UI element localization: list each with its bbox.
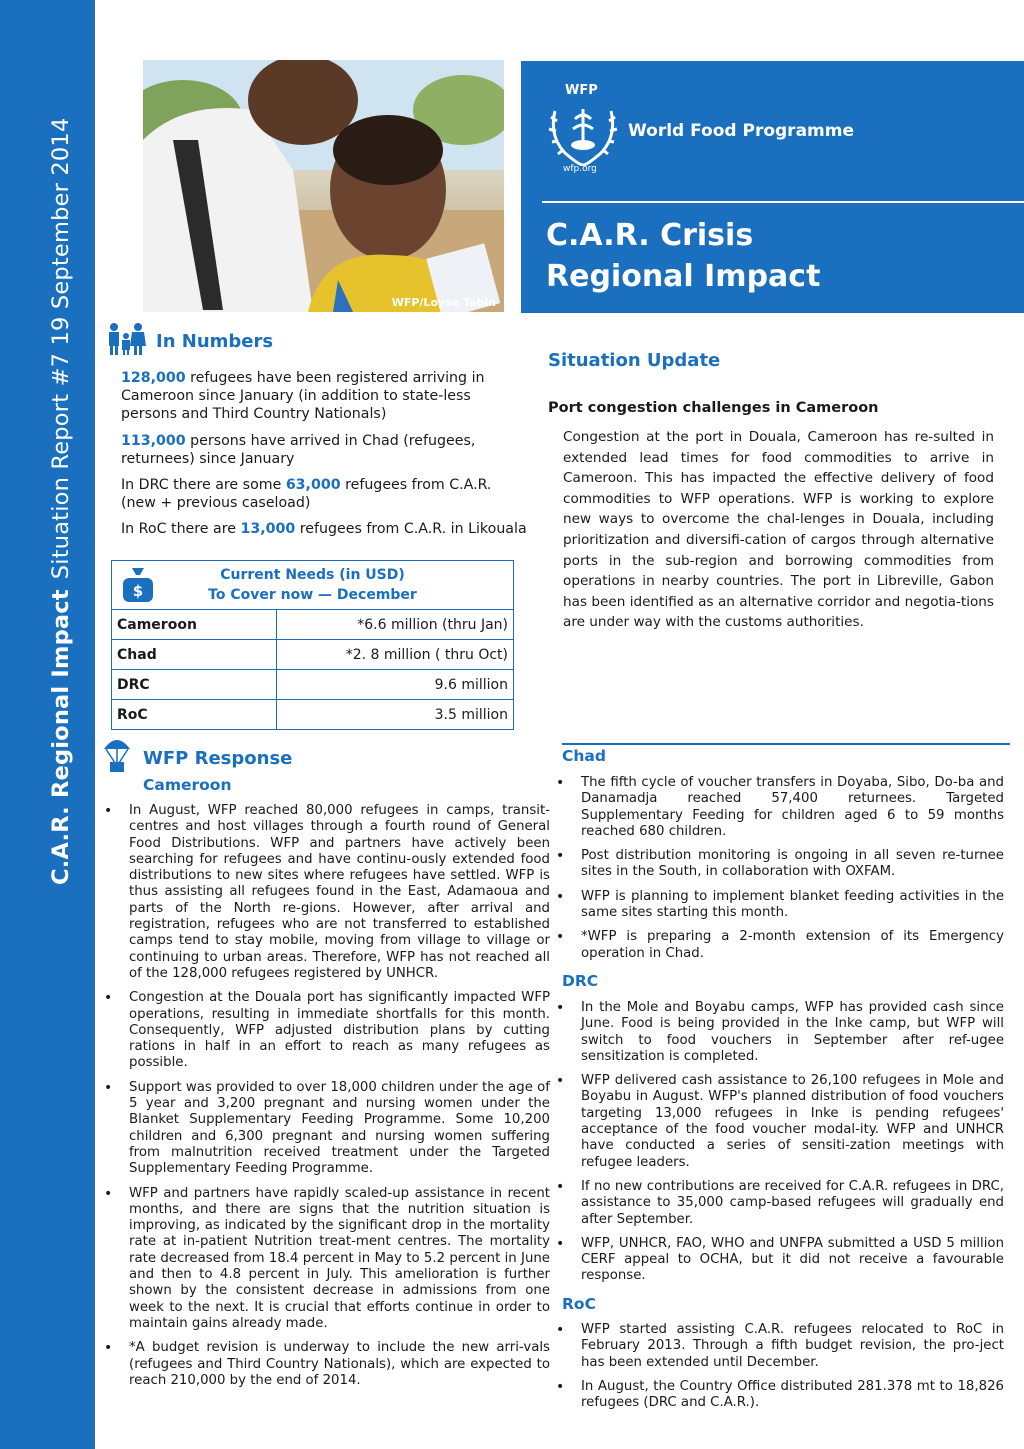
page-title-line1: C.A.R. Crisis (546, 218, 754, 253)
situation-heading: Situation Update (548, 350, 721, 371)
page-title-line2: Regional Impact (546, 259, 821, 294)
stat-prefix: In DRC there are some (121, 477, 286, 493)
stat-text: refugees have been registered arriving in Cameroon since January (in addition to state-less persons and Third Country Nationals) (121, 370, 485, 422)
stat-number: 63,000 (285, 477, 341, 493)
list-item: • WFP delivered cash assistance to 26,100 refugees in Mole and Boyabu in August. WFP's planned distribution of food vouchers targeting 13,000 refugees in Inke is pending refugees' acceptance of the food voucher modal-ity. WFP and UNHCR have conducted a series of sensiti-zation meetings with refugee leaders. (581, 1073, 1004, 1171)
list-item: • WFP is planning to implement blanket feeding activities in the same sites starting this month. (581, 889, 1004, 922)
stat-number: 13,000 (240, 521, 296, 537)
in-numbers-item-1 (121, 369, 521, 423)
stat-text: persons have arrived in Chad (refugees, returnees) since January (121, 433, 476, 467)
photo-caption: WFP/Loyse Tabin (391, 296, 496, 309)
needs-table-header (112, 561, 514, 610)
stat-prefix: In RoC there are (121, 521, 241, 537)
in-numbers-item-4 (121, 520, 531, 538)
list-item: • *WFP is preparing a 2-month extension of its Emergency operation in Chad. (581, 929, 1004, 962)
table-row (112, 640, 514, 670)
cover-photo (143, 60, 504, 312)
needs-title-line1: Current Needs (in USD) (220, 567, 405, 583)
list-item: • In the Mole and Boyabu camps, WFP has provided cash since June. Food is being provided in the Inke camp, but WFP will switch to food vouchers in September after ref-ugee sensitization is completed. (581, 1000, 1004, 1065)
photo-illustration (143, 60, 504, 312)
list-item: • In August, WFP reached 80,000 refugees in camps, transit-centres and host villages through a fourth round of General Food Distributions. WFP and partners have actively been searching for refugees and have continu-ously extended food distributions to new sites where refugees have settled. WFP is thus assisting all refugees found in the East, Adamaoua and parts of the North re-gions. However, after arrival and registration, refugees who are not transferred to established camps tend to stay mobile, moving from village to village or continuing to urban areas. Therefore, WFP has not reached all of the 128,000 refugees registered by UNHCR. (129, 803, 550, 982)
list-item: • *A budget revision is underway to include the new arri-vals (refugees and Third Country Nationals), which are expected to reach 210,000 by the end of 2014. (129, 1340, 550, 1389)
stat-number: 128,000 (121, 370, 186, 386)
needs-country: RoC (112, 700, 277, 730)
list-item: • The fifth cycle of voucher transfers in Doyaba, Sibo, Do-ba and Danamadja reached 57,400 returnees. Targeted Supplementary Feeding for children aged 6 to 59 months reached 680 children. (581, 775, 1004, 840)
money-bag-icon (120, 566, 156, 604)
cameroon-heading: Cameroon (143, 776, 232, 794)
roc-bullets (581, 1322, 1004, 1419)
stat-number: 113,000 (121, 433, 186, 449)
situation-subheading: Port congestion challenges in Cameroon (548, 400, 879, 416)
cameroon-bullets (129, 803, 550, 1397)
table-row (112, 610, 514, 640)
people-icon (106, 322, 146, 356)
svg-text:$: $ (132, 582, 144, 600)
list-item: • If no new contributions are received for C.A.R. refugees in DRC, assistance to 35,000 camp-based refugees will gradually end after September. (581, 1179, 1004, 1228)
table-row (112, 700, 514, 730)
parachute-icon (102, 735, 132, 775)
stat-text: refugees from C.A.R. (new + previous caseload) (121, 477, 492, 511)
logo-url: wfp.org (563, 164, 597, 174)
sidebar-title (48, 118, 74, 885)
sidebar-report-subtitle: Situation Report #7 19 September 2014 (48, 117, 74, 580)
needs-value: *6.6 million (thru Jan) (277, 610, 514, 640)
needs-value: *2. 8 million ( thru Oct) (277, 640, 514, 670)
in-numbers-item-2 (121, 432, 521, 468)
logo-org-name: World Food Programme (628, 121, 854, 141)
response-heading: WFP Response (143, 748, 293, 769)
header-box (521, 61, 1024, 313)
table-row (112, 670, 514, 700)
sidebar-report-title: C.A.R. Regional Impact (48, 589, 74, 885)
drc-bullets (581, 1000, 1004, 1293)
chad-heading: Chad (562, 747, 606, 765)
column-divider (562, 743, 1010, 745)
list-item: • WFP and partners have rapidly scaled-up assistance in recent months, and there are signs that the nutrition situation is improving, as indicated by the significant drop in the mortality rate at in-patient Nutrition treat-ment centres. The mortality rate decreased from 18.4 percent in May to 5.2 percent in June and then to 4.8 percent in July. This amelioration is further shown by the consistent decrease in admissions from one week to the next. It is crucial that efforts continue in order to maintain gains already made. (129, 1186, 550, 1333)
list-item: • Post distribution monitoring is ongoing in all seven re-turnee sites in the South, in collaboration with OXFAM. (581, 848, 1004, 881)
list-item: • WFP started assisting C.A.R. refugees relocated to RoC in February 2013. Through a fifth budget revision, the pro-ject has been extended until December. (581, 1322, 1004, 1371)
needs-country: Cameroon (112, 610, 277, 640)
list-item: • Support was provided to over 18,000 children under the age of 5 year and 3,200 pregnant and nursing women under the Blanket Supplementary Feeding Programme. Some 10,200 children and 6,300 pregnant and nursing women suffering from malnutrition received treatment under the Targeted Supplementary Feeding Programme. (129, 1080, 550, 1178)
list-item: • WFP, UNHCR, FAO, WHO and UNFPA submitted a USD 5 million CERF appeal to OCHA, but it did not receive a favourable response. (581, 1236, 1004, 1285)
roc-heading: RoC (562, 1295, 596, 1313)
in-numbers-heading: In Numbers (156, 331, 274, 352)
needs-table (111, 560, 514, 730)
sidebar-band (0, 0, 95, 1449)
logo-wfp-label: WFP (565, 83, 598, 98)
chad-bullets (581, 775, 1004, 970)
needs-value: 3.5 million (277, 700, 514, 730)
stat-text: refugees from C.A.R. in Likouala (295, 521, 527, 537)
in-numbers-item-3 (121, 476, 521, 512)
needs-country: DRC (112, 670, 277, 700)
needs-value: 9.6 million (277, 670, 514, 700)
situation-body: Congestion at the port in Douala, Cameroon has re-sulted in extended lead times for food commodities to arrive in Cameroon. This has impacted the effective delivery of food commodities to WFP operations. WFP is working to explore new ways to overcome the chal-lenges in Douala, including prioritization and diversifi-cation of cargos through alternative ports in the sub-region and borrowing commodities from operations in nearby countries. The port in Libreville, Gabon has been identified as an alternative corridor and negotia-tions are under way with the customs authorities. (563, 429, 994, 631)
list-item: • In August, the Country Office distributed 281.378 mt to 18,826 refugees (DRC and C.A.R.). (581, 1379, 1004, 1412)
header-divider (542, 201, 1024, 203)
list-item: • Congestion at the Douala port has significantly impacted WFP operations, resulting in immediate shortfalls for this month. Consequently, WFP adjusted distribution plans by cutting rations in half in an effort to reach as many refugees as possible. (129, 990, 550, 1071)
needs-title-line2: To Cover now — December (208, 587, 417, 603)
drc-heading: DRC (562, 972, 599, 990)
needs-country: Chad (112, 640, 277, 670)
needs-table-title (112, 561, 514, 610)
